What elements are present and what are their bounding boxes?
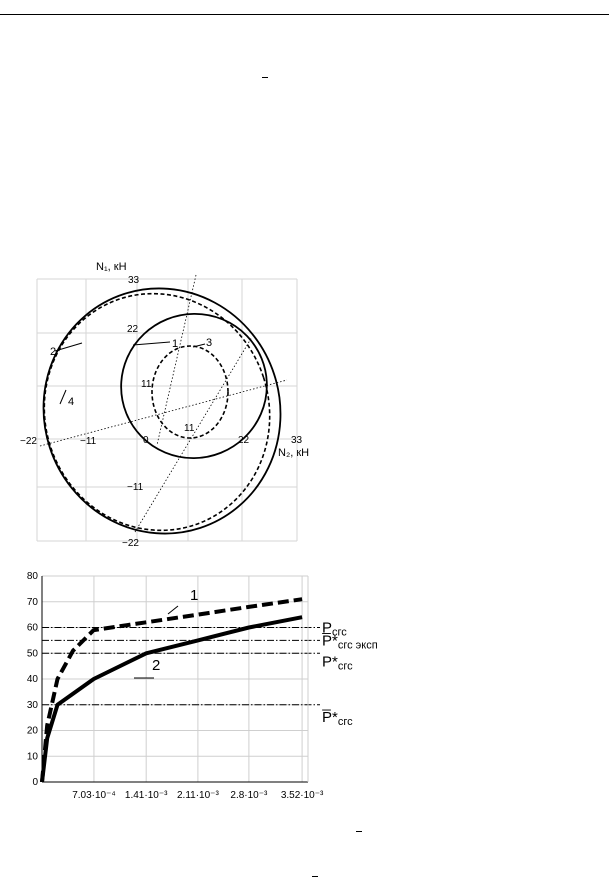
- chart-series: [42, 599, 302, 782]
- tick-x-neg22: −22: [20, 436, 37, 447]
- tick-x-neg11: −11: [80, 436, 97, 447]
- curve-4-ellipse: [14, 264, 301, 560]
- reference-line-label: $P*_{сгс}$: [322, 653, 353, 673]
- x-tick-label: 2.11·10⁻³: [177, 790, 219, 801]
- tick-x-22: 22: [238, 435, 250, 446]
- x-tick-label: 2.8·10⁻³: [230, 790, 268, 801]
- y-tick-label: 80: [26, 571, 38, 582]
- figure1-y-axis-label: N₁, кН: [96, 261, 127, 273]
- x-tick-label: 7.03·10⁻⁴: [72, 790, 116, 801]
- overbar-mark-caption-1: [356, 831, 362, 832]
- y-tick-label: 30: [26, 699, 38, 711]
- y-tick-label: 70: [26, 596, 38, 608]
- chart-labels: [27, 571, 378, 801]
- tick-y-neg11: −11: [127, 482, 144, 493]
- x-tick-label: 1.41·10⁻³: [124, 790, 168, 801]
- leader-line-1: [133, 342, 170, 345]
- tick-x-33: 33: [291, 435, 303, 446]
- y-tick-label: 50: [26, 648, 38, 660]
- curve-label-4: 4: [68, 396, 75, 408]
- curve-label-3: 3: [206, 337, 213, 349]
- leader-line-3: [193, 344, 205, 347]
- y-tick-label: 60: [26, 622, 38, 634]
- y-tick-label: 20: [26, 725, 38, 737]
- reference-line-label: $P_{сгс}$: [322, 619, 347, 639]
- figure1-curves: [12, 258, 312, 560]
- tick-y-33: 33: [128, 275, 140, 286]
- chart-grid: [42, 576, 308, 782]
- series-2-label: 2: [152, 657, 161, 674]
- tick-y-neg22: −22: [122, 538, 139, 549]
- reference-line-label: $P̅*_{сгс}$: [322, 708, 353, 728]
- reference-line-label: $P̅*_{сгс эксп}$: [322, 632, 378, 652]
- tick-y-11: 11: [141, 379, 152, 390]
- curve-2-ellipse: [12, 258, 312, 560]
- curve-label-1: 1: [172, 338, 179, 350]
- y-tick-label: 10: [26, 751, 38, 763]
- figure1-x-axis-label: N₂, кН: [278, 447, 310, 459]
- tick-x-0: 0: [143, 435, 149, 446]
- y-tick-label: 0: [32, 777, 38, 788]
- leader-line-4: [60, 390, 66, 404]
- tick-x-11: 11: [184, 423, 195, 434]
- y-tick-label: 40: [26, 674, 38, 685]
- tick-y-22: 22: [127, 324, 139, 335]
- curve-label-2: 2: [50, 346, 57, 358]
- series-1-label: 1: [190, 587, 199, 604]
- series-1-leader: [168, 606, 178, 614]
- load-displacement-chart: [0, 560, 609, 870]
- overbar-mark-caption-2: [312, 876, 318, 877]
- x-tick-label: 3.52·10⁻³: [280, 790, 324, 801]
